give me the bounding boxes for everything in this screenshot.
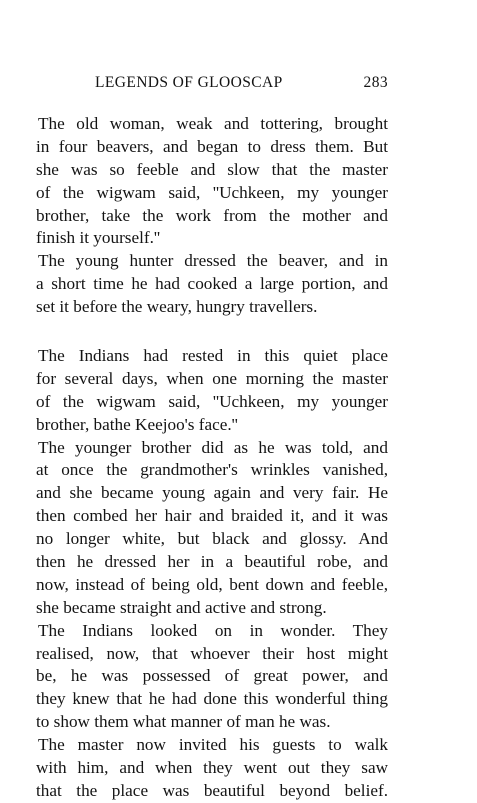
text-line: in four beavers, and began to dress them. But	[36, 136, 388, 156]
body-text	[36, 113, 388, 803]
text-line: The younger brother did as he was told, and	[38, 437, 388, 457]
text-line: she was so feeble and slow that the master	[36, 159, 388, 179]
text-line: The Indians had rested in this quiet place	[38, 346, 388, 366]
text-line: now, instead of being old, bent down and feeble,	[36, 574, 388, 594]
text-line: they knew that he had done this wonderful thing	[36, 689, 388, 709]
text-line: be, he was possessed of great power, and	[36, 666, 388, 686]
text-line: she became straight and active and strong.	[36, 597, 327, 617]
paragraph	[36, 437, 388, 620]
text-line: set it before the weary, hungry travellers.	[36, 297, 318, 317]
text-line: and she became young again and very fair. He	[36, 483, 388, 503]
text-line: no longer white, but black and glossy. And	[36, 529, 388, 549]
text-line: brother, bathe Keejoo's face.''	[36, 414, 238, 434]
text-line: The Indians looked on in wonder. They	[38, 620, 388, 640]
running-title: LEGENDS OF GLOOSCAP	[95, 74, 283, 91]
text-line: The young hunter dressed the beaver, and in	[38, 251, 388, 271]
text-line: of the wigwam said, ''Uchkeen, my younger	[36, 182, 388, 202]
text-line: for several days, when one morning the master	[36, 368, 388, 388]
paragraph	[36, 734, 388, 803]
text-line: with him, and when they went out they saw	[36, 758, 388, 778]
text-line: then combed her hair and braided it, and it was	[36, 506, 388, 526]
page-number: 283	[363, 74, 388, 91]
page-header	[95, 74, 388, 96]
text-line: brother, take the work from the mother and	[36, 205, 388, 225]
text-line: a short time he had cooked a large portion, and	[36, 274, 388, 294]
paragraph	[36, 250, 388, 319]
text-line: then he dressed her in a beautiful robe, and	[36, 552, 388, 572]
text-line: finish it yourself.''	[36, 228, 161, 248]
paragraph	[36, 620, 388, 734]
paragraph	[36, 345, 388, 437]
text-line: to show them what manner of man he was.	[36, 712, 331, 732]
paragraph	[36, 113, 388, 250]
text-line: The master now invited his guests to walk	[38, 735, 388, 755]
text-line: that the place was beautiful beyond belief.	[36, 780, 388, 800]
text-line: realised, now, that whoever their host might	[36, 643, 388, 663]
text-line: The old woman, weak and tottering, brought	[38, 114, 388, 133]
text-line: of the wigwam said, ''Uchkeen, my younger	[36, 391, 388, 411]
section-break	[36, 319, 388, 345]
text-line: at once the grandmother's wrinkles vanished,	[36, 460, 388, 480]
